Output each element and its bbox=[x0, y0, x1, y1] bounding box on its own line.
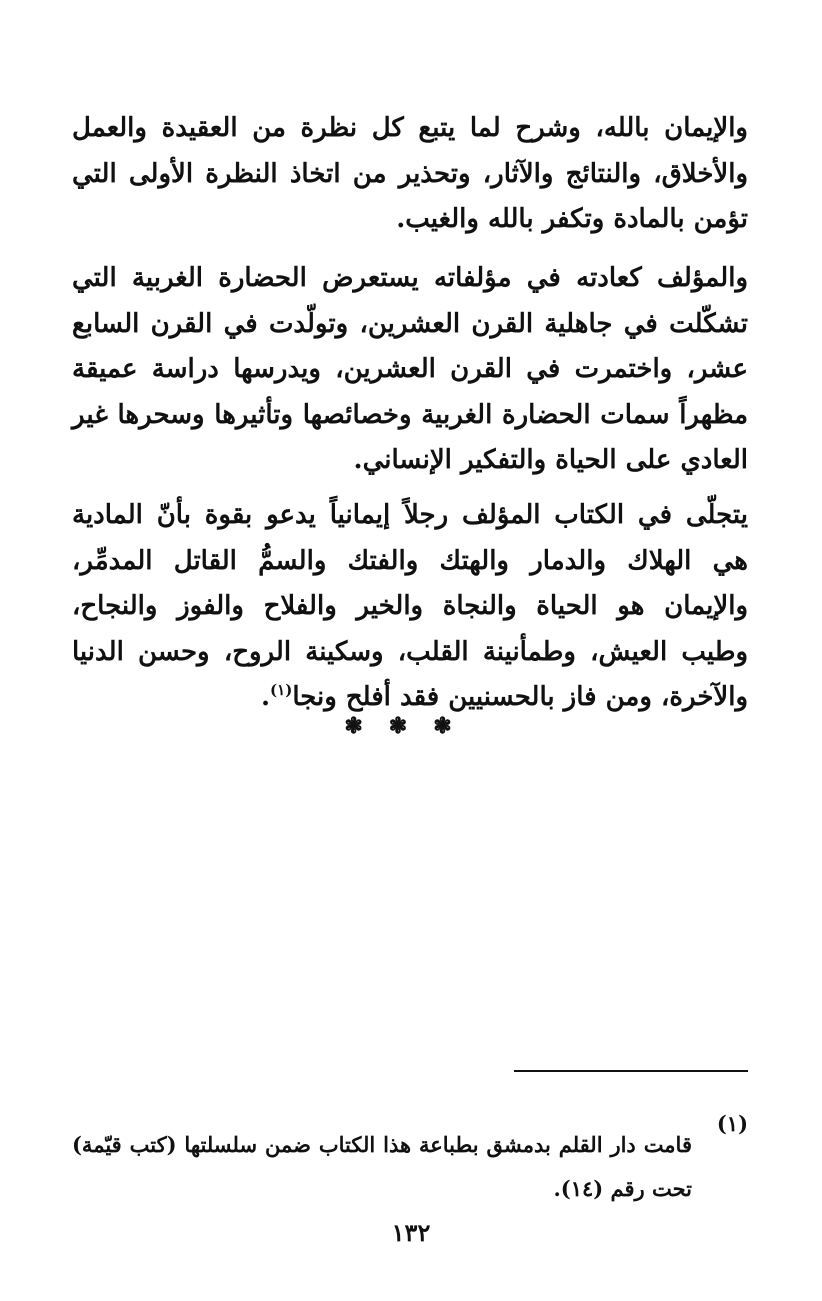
paragraph-3-end: . bbox=[260, 682, 271, 712]
footnote-marker: (١) bbox=[270, 681, 293, 699]
paragraph-2-text: والمؤلف كعادته في مؤلفاته يستعرض الحضارة الغربية التي تشكّلت في جاهلية القرن العشرين، وتولّدت في القرن السابع عشر، واختمرت في القرن العشرين، ويدرسها دراسة عميقة مظهراً سمات الحضارة الغربية وخصائصها وتأثيرها وسحرها غير العادي على الحياة والتفكير الإنساني. bbox=[72, 263, 748, 475]
footnote-number: (١) bbox=[716, 1111, 748, 1136]
paragraph-2 bbox=[72, 256, 748, 484]
footnote-text bbox=[72, 1123, 692, 1211]
separator-star-icon: ❃ bbox=[433, 713, 478, 739]
section-separator bbox=[0, 713, 822, 739]
paragraph-3 bbox=[72, 493, 748, 721]
footnote-divider bbox=[514, 1070, 748, 1072]
footnote-body: قامت دار القلم بدمشق بطباعة هذا الكتاب ضمن سلسلتها (كتب قيّمة) تحت رقم (١٤). bbox=[72, 1132, 692, 1201]
page-number: ١٣٢ bbox=[391, 1218, 431, 1247]
paragraph-1 bbox=[72, 106, 748, 243]
paragraph-3-text: يتجلّى في الكتاب المؤلف رجلاً إيمانياً يدعو بقوة بأنّ المادية هي الهلاك والدمار والهتك والفتك والسمُّ القاتل المدمِّر، والإيمان هو الحياة والنجاة والخير والفلاح والفوز والنجاح، وطيب العيش، وطمأنينة القلب، وسكينة الروح، وحسن الدنيا والآخرة، ومن فاز بالحسنيين فقد أفلح ونجا bbox=[72, 500, 748, 712]
separator-star-icon: ❃ bbox=[344, 713, 389, 739]
separator-star-icon: ❃ bbox=[388, 713, 434, 739]
paragraph-1-text: والإيمان بالله، وشرح لما يتبع كل نظرة من العقيدة والعمل والأخلاق، والنتائج والآثار، وتحذير من اتخاذ النظرة الأولى التي تؤمن بالمادة وتكفر بالله والغيب. bbox=[72, 113, 748, 234]
